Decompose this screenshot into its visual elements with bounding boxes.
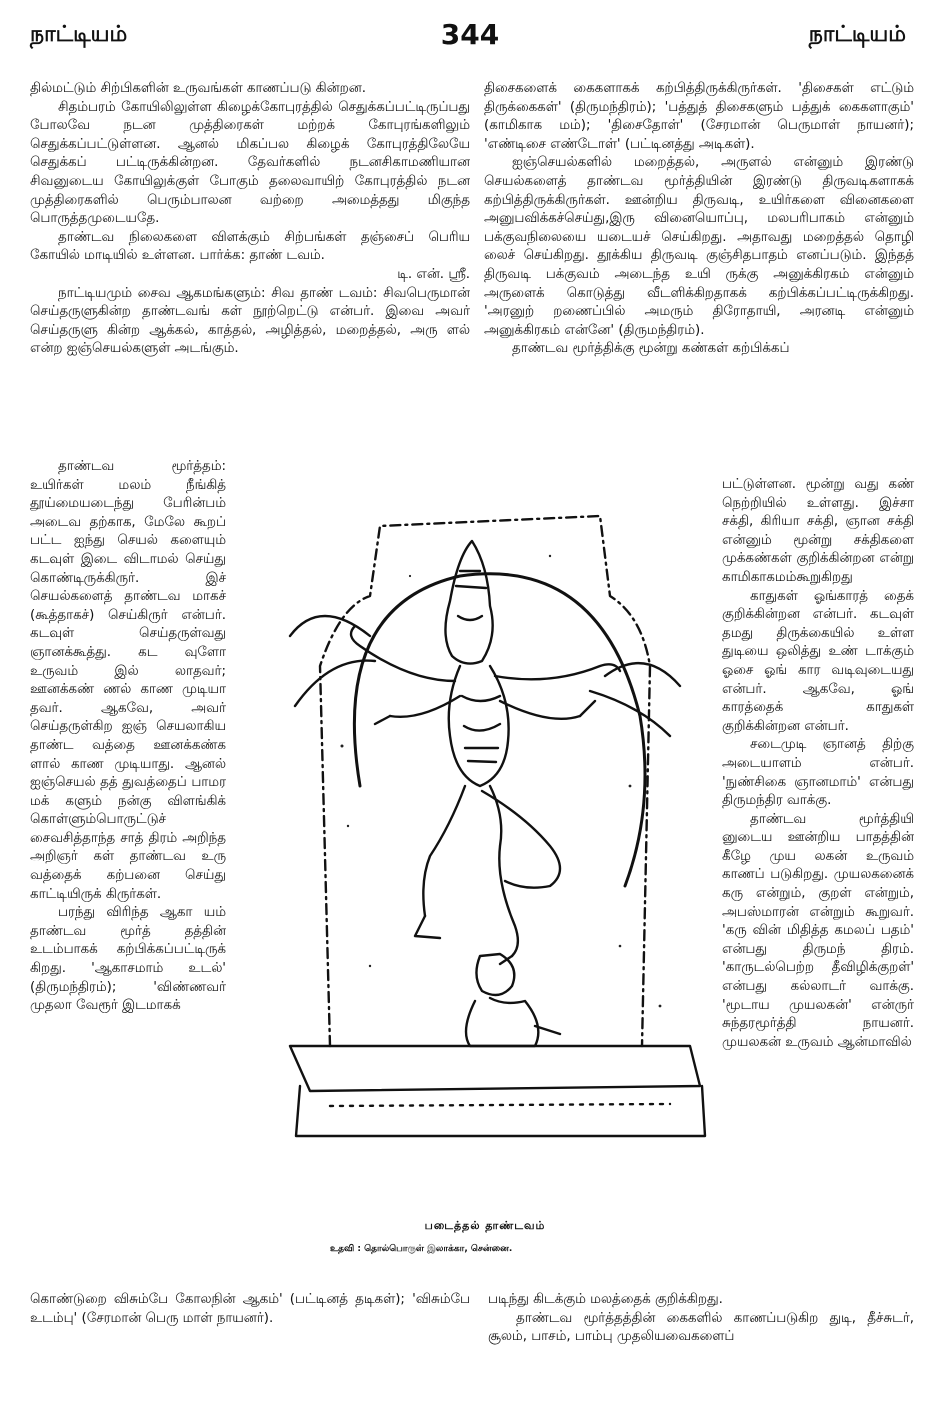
paragraph: டி. என். ஸ்ரீ. bbox=[397, 266, 470, 282]
paragraph: படிந்து கிடக்கும் மலத்தைக் குறிக்கிறது. bbox=[488, 1292, 723, 1307]
paragraph: தில்மட்டும் சிற்பிகளின் உருவங்கள் காணப்படு கின்றன. bbox=[30, 81, 366, 96]
paragraph: சடைமுடி ஞானத் திற்கு அடையாளம் என்பர். 'நுண்சிகை ஞானமாம்' என்பது திருமந்திர வாக்கு. bbox=[722, 737, 914, 809]
column-2-bottom bbox=[488, 1291, 914, 1347]
figure-credit: உதவி : தொல்பொருள் இலாக்கா, சென்னை. bbox=[330, 1244, 513, 1254]
paragraph: தாண்டவ மூர்த்தத்தின் கைகளில் காணப்படுகிற துடி, தீச்சுடர், சூலம், பாசம், பாம்பு முதலியவைகளைப் bbox=[488, 1310, 914, 1345]
paragraph: பட்டுள்ளன. மூன்று வது கண் நெற்றியில் உள்ளது. இச்சா சக்தி, கிரியா சக்தி, ஞான சக்தி என்னும் மூன்று சக்திகளை முக்கண்கள் குறிக்கின்றன என்று காமிகாகமம்கூறுகிறது bbox=[722, 477, 914, 585]
paragraph: தாண்டவ நிலைகளை விளக்கும் சிற்பங்கள் தஞ்சைப் பெரிய கோயில் மாடியில் உள்ளன. பார்க்க: தாண் டவம். bbox=[30, 229, 470, 264]
page-number: 344 bbox=[440, 18, 500, 51]
paragraph: ஐஞ்செயல்களில் மறைத்தல், அருளல் என்னும் இரண்டு செயல்களைத் தாண்டவ மூர்த்தியின் இரண்டு திருவடிகளாகக் கற்பித்திருக்கிருர்கள். ஊன்றிய திருவடி, உயிர்களை வினைகளை அனுபவிக்கச்செய்து,இரு வினையொப்பு, மலபரிபாகம் என்னும் பக்குவநிலையை யடையச் செய்கிறது. அதாவது மறைத்தல் தொழி லைச் செய்கிறது. தூக்கிய திருவடி குஞ்சிதபாதம் எனப்படும். இந்தத் திருவடி பக்குவம் அடைந்த உயி ருக்கு அனுக்கிரகம் என்னும் அருளைக் கொடுத்து வீடளிக்கிறதாகக் கற்பிக்கப்பட்டிருக்கிறது. 'அரனுற் றணைப்பில் அமரும் திரோதாயி, அரனடி என்னும் அனுக்கிரகம் என்னே' (திருமந்திரம்). bbox=[484, 155, 914, 338]
column-2-narrow bbox=[722, 476, 914, 1052]
column-1-narrow bbox=[30, 458, 226, 1016]
column-1-top bbox=[30, 80, 470, 359]
paragraph: தாண்டவ மூர்த்தியி னுடைய ஊன்றிய பாதத்தின் கீழே முய லகன் உருவம் காணப் படுகிறது. முயலகனைக் கரு என்றும், குறள் என்றும், அபஸ்மாரன் என்றும் கூறுவர். 'கரு வின் மிதித்த கமலப் பதம்' என்பது திருமந் திரம். 'காருடல்பெற்ற தீவிழிக்குறள்' என்பது கல்லாடர் வாக்கு. 'மூடாய முயலகன்' என்ருர் சுந்தரமூர்த்தி நாயனர். முயலகன் உருவம் ஆன்மாவில் bbox=[722, 811, 914, 1050]
column-2-top bbox=[484, 80, 914, 359]
paragraph: தாண்டவ மூர்த்தம்: உயிர்கள் மலம் நீங்கித் தூய்மையடைந்து பேரின்பம் அடைவ தற்காக, மேலே கூறப் பட்ட ஐந்து செயல் களையும் கடவுள் இடை விடாமல் செய்து கொண்டிருக்கிருர். இச் செயல்களைத் தாண்டவ மாகச் (கூத்தாகச்) செய்கிருர் என்பர். கடவுள் செய்தருள்வது ஞானக்கூத்து. கட வுளோ உருவம் இல் லாதவர்; ஊனக்கண் ணல் காண முடியா தவர். ஆகவே, அவர் செய்தருள்கிற ஐஞ் செயலாகிய தாண்ட வத்தை ஊனக்கண்க ளால் காண முடியாது. ஆனல் ஐஞ்செயல் தத் துவத்தைப் பாமர மக் களும் நன்கு விளங்கிக் கொள்ளும்பொருட்டுச் சைவசித்தாந்த சாத் திரம் அறிந்த அறிஞர் கள் தாண்டவ உரு வத்தைக் கற்பனை செய்து காட்டியிருக் கிருர்கள். bbox=[30, 459, 226, 902]
paragraph: காதுகள் ஓங்காரத் தைக் குறிக்கின்றன என்பர். கடவுள் தமது திருக்கையில் உள்ள துடியை ஒலித்து உண் டாக்கும் ஓசை ஓங் கார வடிவுடையது என்பர். ஆகவே, ஓங் காரத்தைக் காதுகள் குறிக்கின்றன என்பர். bbox=[722, 588, 914, 734]
nataraja-sculpture-image bbox=[250, 486, 720, 1186]
running-header-left: நாட்டியம் bbox=[30, 22, 128, 47]
paragraph: தாண்டவ மூர்த்திக்கு மூன்று கண்கள் கற்பிக்கப் bbox=[512, 341, 790, 357]
running-header-right: நாட்டியம் bbox=[808, 22, 906, 47]
paragraph: திசைகளைக் கைகளாகக் கற்பித்திருக்கிருர்கள். 'திசைகள் எட்டும் திருக்கைகள்' (திருமந்திரம்); 'பத்துத் திசைகளும் பத்துக் கைகளாகும்' (காமிகாக மம்); 'திசைதோள்' (சேரமான் பெருமாள் நாயனர்); 'எண்டிசை எண்டோள்' (பட்டினத்து அடிகள்). bbox=[484, 81, 914, 152]
paragraph: கொண்டுறை விசும்பே கோலநின் ஆகம்' (பட்டினத் தடிகள்); 'விசும்பே உடம்பு' (சேரமான் பெரு மாள் நாயனர்). bbox=[30, 1292, 470, 1326]
paragraph: பரந்து விரிந்த ஆகா யம் தாண்டவ மூர்த் தத்தின் உடம்பாகக் கற்பிக்கப்பட்டிருக் கிறது. 'ஆகாசமாம் உடல்' (திருமந்திரம்); 'விண்ணவர் முதலா வேரூர் இடமாகக் bbox=[30, 905, 226, 1014]
figure-caption: படைத்தல் தாண்டவம் bbox=[424, 1219, 546, 1232]
paragraph: நாட்டியமும் சைவ ஆகமங்களும்: சிவ தாண் டவம்: சிவபெருமான் செய்தருளுகின்ற தாண்டவங் கள் நூற்றெட்டு என்பர். இவை அவர் செய்தருளு கின்ற ஆக்கல், காத்தல், அழித்தல், மறைத்தல், அரு ளல் என்ற ஐஞ்செயல்களுள் அடங்கும். bbox=[30, 285, 470, 357]
paragraph: சிதம்பரம் கோயிலிலுள்ள கிழைக்கோபுரத்தில் செதுக்கப்பட்டிருப்பது போலவே நடன முத்திரைகள் மற்றக் கோபுரங்களிலும் செதுக்கப்பட்டுள்ளன. ஆனல் மிகப்பல கிழைக் கோபுரத்திலேயே செதுக்கப் பட்டிருக்கின்றன. தேவர்களில் நடனசிகாமணியான சிவனுடைய கோயிலுக்குள் போகும் தலைவாயிற் கோபுரத்தில் நடன முத்திரைகளில் பெரும்பாலன வற்றை அமைத்தது மிகுந்த பொருத்தமுடையதே. bbox=[30, 99, 470, 227]
column-1-bottom bbox=[30, 1291, 470, 1328]
